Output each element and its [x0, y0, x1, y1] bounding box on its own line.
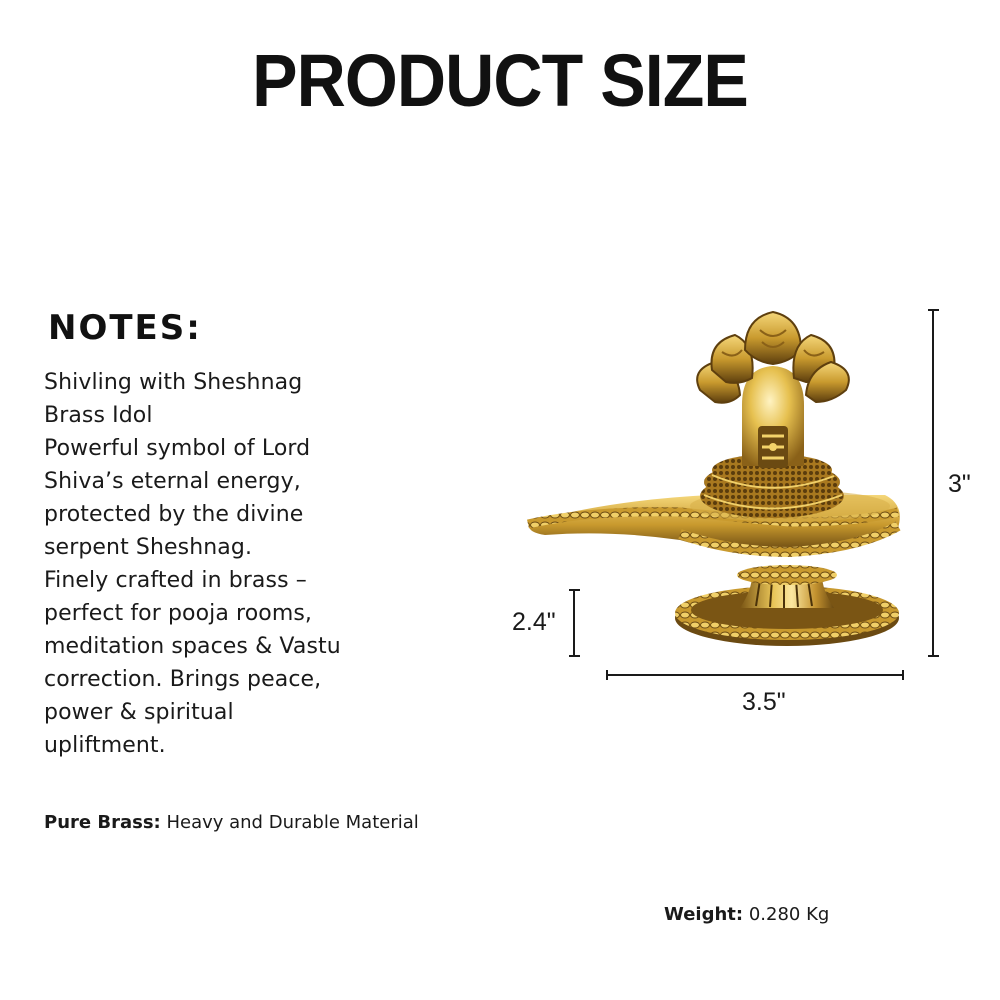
width-dimension-label: 3.5" — [742, 688, 786, 716]
page-title: PRODUCT SIZE — [252, 39, 748, 122]
notes-body: Shivling with Sheshnag Brass Idol Powerful symbol of Lord Shiva’s eternal energy, protected by the divine serpent Sheshnag. Finely crafted in brass – perfect for pooja rooms, meditation spaces & Vastu correction. Brings peace, power & spiritual upliftment. — [44, 370, 341, 758]
notes-heading: NOTES: — [48, 308, 202, 348]
material-value: Heavy and Durable Material — [160, 812, 419, 833]
height-dimension-label: 3" — [948, 470, 971, 498]
weight-value: 0.280 Kg — [743, 904, 830, 925]
weight-label: Weight: — [664, 904, 744, 925]
material-label: Pure Brass: — [44, 812, 161, 833]
base-height-dimension-label: 2.4" — [512, 608, 556, 636]
